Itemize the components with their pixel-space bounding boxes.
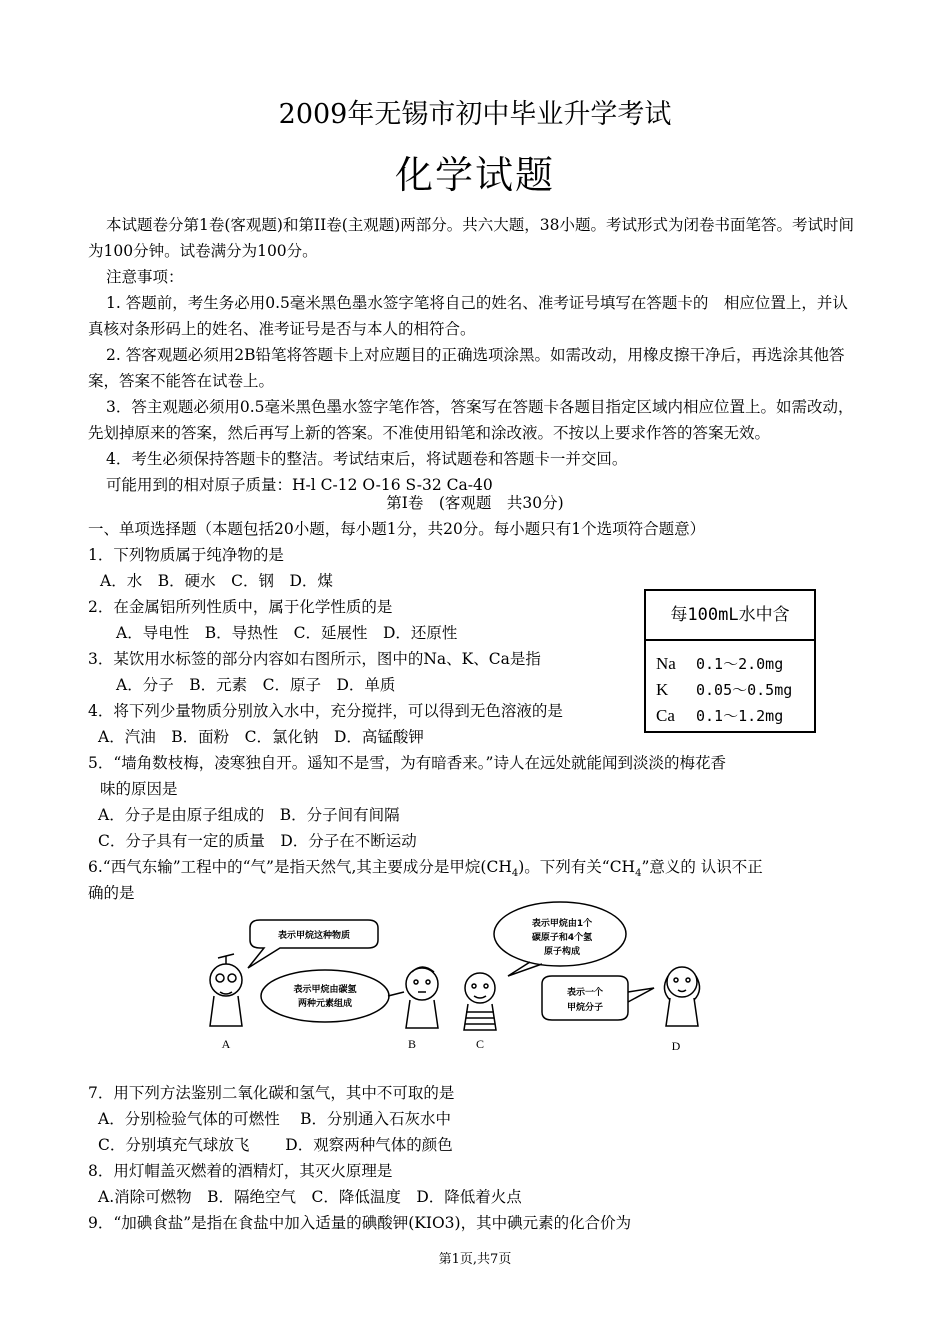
question-3-stem: 3．某饮用水标签的部分内容如右图所示，图中的Na、K、Ca是指 [88, 650, 541, 668]
question-4-options: A．汽油 B．面粉 C．氯化钠 D．高锰酸钾 [98, 728, 424, 746]
element-symbol: K [656, 680, 669, 699]
label-b: B [407, 1037, 417, 1051]
question-8-stem: 8．用灯帽盖灭燃着的酒精灯，其灭火原理是 [88, 1162, 393, 1180]
notice-item: 3．答主观题必须用0.5毫米黑色墨水签字笔作答，答案写在答题卡各题目指定区域内相应位置上。如需改动，先划掉原来的答案，然后再写上新的答案。不准使用铅笔和涂改液。不按以上要求作答的答案无效。 [88, 398, 854, 442]
atomic-masses: 可能用到的相对原子质量：H-l C-12 O-16 S-32 Ca-40 [106, 476, 493, 494]
element-range: 0.05～0.5mg [696, 681, 793, 699]
question-2-options: A．导电性 B．导热性 C．延展性 D．还原性 [116, 624, 458, 642]
page-footer: 第1页,共7页 [438, 1252, 512, 1267]
speech-bubble-d [542, 976, 628, 1020]
water-label-figure [644, 589, 816, 733]
bubble-c-text: 碳原子和4个氢 [531, 933, 593, 943]
intro-section [88, 212, 862, 498]
exam-title: 2009年无锡市初中毕业升学考试 [278, 99, 672, 130]
bubble-a-text: 表示甲烷这种物质 [277, 931, 351, 941]
bubble-c-text: 表示甲烷由1个 [531, 919, 593, 929]
element-symbol: Na [656, 654, 676, 673]
question-5-options: A．分子是由原子组成的 B．分子间有间隔 [98, 806, 400, 824]
speech-bubble-a [248, 920, 378, 968]
bubble-d-text: 甲烷分子 [566, 1003, 604, 1013]
element-symbol: Ca [656, 706, 675, 725]
question-8-options: A.消除可燃物 B．隔绝空气 C．降低温度 D．降低着火点 [98, 1188, 522, 1206]
q6-text: )。下列有关“CH [518, 858, 636, 876]
question-5-stem: 5．“墙角数枝梅，凌寒独自开。遥知不是雪，为有暗香来。”诗人在远处就能闻到淡淡的梅花香 [88, 754, 726, 772]
question-1-options: A．水 B．硬水 C．钢 D．煤 [100, 572, 333, 590]
q6-text: ”意义的 认识不正 [641, 858, 763, 876]
notice-item: 4．考生必须保持答题卡的整洁。考试结束后，将试题卷和答题卡一并交回。 [106, 450, 628, 468]
exam-description: 本试题卷分第1卷(客观题)和第II卷(主观题)两部分。共六大题，38小题。考试形式为闭卷书面笔答。考试时间为100分钟。试卷满分为100分。 [88, 216, 855, 260]
water-label-row [646, 703, 814, 729]
question-7-options: A．分别检验气体的可燃性 B．分别通入石灰水中 [98, 1110, 452, 1128]
q6-subscript: 4 [511, 868, 519, 880]
question-6-stem [88, 854, 763, 887]
bubble-b-text: 两种元素组成 [297, 999, 353, 1009]
section-instructions: 一、单项选择题（本题包括20小题，每小题1分，共20分。每小题只有1个选项符合题意） [88, 520, 706, 538]
notice-item: 1. 答题前，考生务必用0.5毫米黑色墨水签字笔将自己的姓名、准考证号填写在答题卡的 相应位置上，并认真核对条形码上的姓名、准考证号是否与本人的相符合。 [88, 294, 848, 338]
bubble-b-text: 表示甲烷由碳氢 [293, 985, 357, 995]
character-c [464, 973, 496, 1030]
character-b [406, 967, 438, 1028]
element-range: 0.1～1.2mg [696, 707, 784, 725]
character-d [664, 967, 699, 1026]
speech-bubble-b [261, 970, 389, 1022]
question-5-options: C．分子具有一定的质量 D．分子在不断运动 [98, 832, 417, 850]
label-d: D [671, 1039, 681, 1053]
subject-title: 化学试题 [394, 153, 555, 197]
water-label-row [646, 677, 814, 703]
question-5-stem-cont: 味的原因是 [100, 780, 178, 798]
bubble-d-text: 表示一个 [566, 988, 604, 998]
section-heading: 第Ⅰ卷 (客观题 共30分) [386, 494, 564, 512]
q6-text: 6.“西气东输”工程中的“气”是指天然气,其主要成分是甲烷(CH [88, 858, 512, 876]
question-7-stem: 7．用下列方法鉴别二氧化碳和氢气，其中不可取的是 [88, 1084, 455, 1102]
element-range: 0.1～2.0mg [696, 655, 784, 673]
q6-subscript: 4 [635, 868, 642, 880]
question-4-stem: 4．将下列少量物质分别放入水中，充分搅拌，可以得到无色溶液的是 [88, 702, 563, 720]
question-1-stem: 1．下列物质属于纯净物的是 [88, 546, 284, 564]
notice-item: 2. 答客观题必须用2B铅笔将答题卡上对应题目的正确选项涂黑。如需改动，用橡皮擦干净后，再选涂其他答案，答案不能答在试卷上。 [88, 346, 845, 390]
question-6-stem-cont: 确的是 [88, 884, 135, 902]
bubble-c-text: 原子构成 [543, 947, 581, 957]
water-label-header: 每100mL水中含 [646, 591, 814, 641]
notice-heading: 注意事项： [106, 268, 184, 286]
question-7-options: C．分别填充气球放飞 D．观察两种气体的颜色 [98, 1136, 453, 1154]
question-2-stem: 2．在金属铝所列性质中，属于化学性质的是 [88, 598, 393, 616]
character-a [210, 954, 242, 1026]
water-label-row [646, 651, 814, 677]
methane-cartoon-figure [190, 900, 750, 1060]
label-c: C [475, 1037, 485, 1051]
question-3-options: A．分子 B．元素 C．原子 D．单质 [116, 676, 396, 694]
label-a: A [221, 1037, 231, 1051]
question-9-stem: 9．“加碘食盐”是指在食盐中加入适量的碘酸钾(KIO3)，其中碘元素的化合价为 [88, 1214, 632, 1232]
